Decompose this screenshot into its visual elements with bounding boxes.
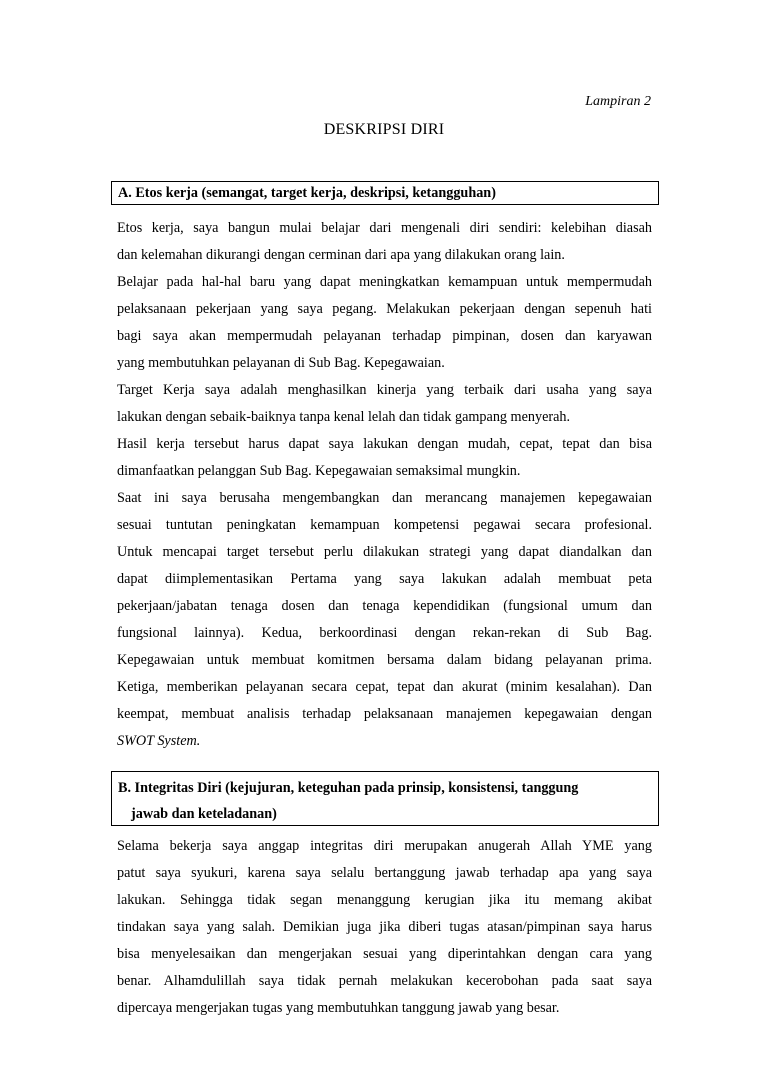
section-a-heading: A. Etos kerja (semangat, target kerja, deskripsi, ketangguhan) [111,181,659,205]
section-a-line: pekerjaan/jabatan tenaga dosen dan tenaga kependidikan (fungsional umum dan [117,598,652,614]
section-a-line: sesuai tuntutan peningkatan kemampuan kompetensi pegawai secara profesional. [117,517,652,533]
section-a-line: Target Kerja saya adalah menghasilkan kinerja yang terbaik dari usaha yang saya [117,382,652,398]
section-b-line: patut saya syukuri, karena saya selalu bertanggung jawab terhadap apa yang saya [117,865,652,881]
section-a-line: fungsional lainnya). Kedua, berkoordinasi dengan rekan-rekan di Sub Bag. [117,625,652,641]
section-b-line: benar. Alhamdulillah saya tidak pernah melakukan kecerobohan pada saat saya [117,973,652,989]
section-a-line: Saat ini saya berusaha mengembangkan dan merancang manajemen kepegawaian [117,490,652,506]
section-a-line: lakukan dengan sebaik-baiknya tanpa kenal lelah dan tidak gampang menyerah. [117,409,571,425]
page-title: DESKRIPSI DIRI [323,121,445,138]
section-a-line: Untuk mencapai target tersebut perlu dilakukan strategi yang dapat diandalkan dan [117,544,652,560]
section-a-line: bagi saya akan mempermudah pelayanan terhadap pimpinan, dosen dan karyawan [117,328,652,344]
section-b-heading [111,771,659,826]
section-b-line: bisa menyelesaikan dan mengerjakan sesuai yang diperintahkan dengan cara yang [117,946,652,962]
section-a-line: Hasil kerja tersebut harus dapat saya lakukan dengan mudah, cepat, tepat dan bisa [117,436,652,452]
section-a-line: pelaksanaan pekerjaan yang saya pegang. Melakukan pekerjaan dengan sepenuh hati [117,301,652,317]
appendix-label: Lampiran 2 [585,94,651,109]
section-a-line: Etos kerja, saya bangun mulai belajar dari mengenali diri sendiri: kelebihan diasah [117,220,652,236]
section-b-heading-line2: jawab dan keteladanan) [131,806,277,822]
section-b-line: Selama bekerja saya anggap integritas diri merupakan anugerah Allah YME yang [117,838,652,854]
section-b-line: tindakan saya yang salah. Demikian juga jika diberi tugas atasan/pimpinan saya harus [117,919,652,935]
section-a-line: keempat, membuat analisis terhadap pelaksanaan manajemen kepegawaian dengan [117,706,652,722]
section-a-line: SWOT System. [117,733,201,749]
section-a-line: dan kelemahan dikurangi dengan cerminan dari apa yang dilakukan orang lain. [117,247,565,263]
section-b-line: lakukan. Sehingga tidak segan menanggung kerugian jika itu memang akibat [117,892,652,908]
section-a-line: Ketiga, memberikan pelayanan secara cepat, tepat dan akurat (minim kesalahan). Dan [117,679,652,695]
section-a-line: Belajar pada hal-hal baru yang dapat meningkatkan kemampuan untuk mempermudah [117,274,652,290]
section-a-line: dimanfaatkan pelanggan Sub Bag. Kepegawaian semaksimal mungkin. [117,463,521,479]
section-b-body [117,833,652,1022]
section-b-line: dipercaya mengerjakan tugas yang membutuhkan tanggung jawab yang besar. [117,1000,560,1016]
section-a-body [117,215,652,755]
section-a-line: Kepegawaian untuk membuat komitmen bersama dalam bidang pelayanan prima. [117,652,652,668]
section-a-line: yang membutuhkan pelayanan di Sub Bag. Kepegawaian. [117,355,445,371]
section-a-line: dapat diimplementasikan Pertama yang saya lakukan adalah membuat peta [117,571,652,587]
section-b-heading-line1: B. Integritas Diri (kejujuran, keteguhan pada prinsip, konsistensi, tanggung [118,780,579,796]
